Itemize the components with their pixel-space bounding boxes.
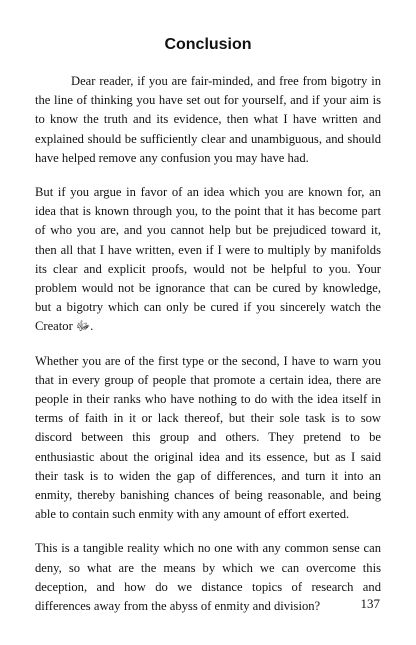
paragraph-2: But if you argue in favor of an idea which you are known for, an idea that is known through you, to the point that it has become part of who you are, and you cannot help but be prejudiced toward it, then all that I have written, even if I were to multiply by manifolds its clear and explicit proofs, would not be helpful to you. Your problem would not be ignorance that can be cured by knowledge, but a bigotry which can only be cured if you sincerely watch the Creator ﷻ. [35,185,381,334]
body-text [35,72,381,631]
paragraph-3: Whether you are of the first type or the second, I have to warn you that in every group of people that promote a certain idea, there are people in their ranks who have nothing to do with the idea itself in terms of faith in it or lack thereof, but their sole task is to sow discord between this group and others. They pretend to be enthusiastic about the original idea and its essence, but as I said their task is to widen the gap of differences, and turn it into an enmity, thereby banishing chances of being reasonable, and being able to contain such enmity with any amount of effort exerted. [35,353,381,522]
page-number: 137 [360,596,380,611]
paragraph-4: This is a tangible reality which no one with any common sense can deny, so what are the means by which we can overcome this deception, and how do we distance topics of research and differences away from the abyss of enmity and division? [35,541,381,614]
paragraph-1: Dear reader, if you are fair-minded, and free from bigotry in the line of thinking you have set out for yourself, and if your aim is to know the truth and its evidence, then what I have written and explained should be sufficiently clear and unambiguous, and should have helped remove any confusion you may have had. [35,74,381,165]
chapter-title: Conclusion [164,36,252,53]
